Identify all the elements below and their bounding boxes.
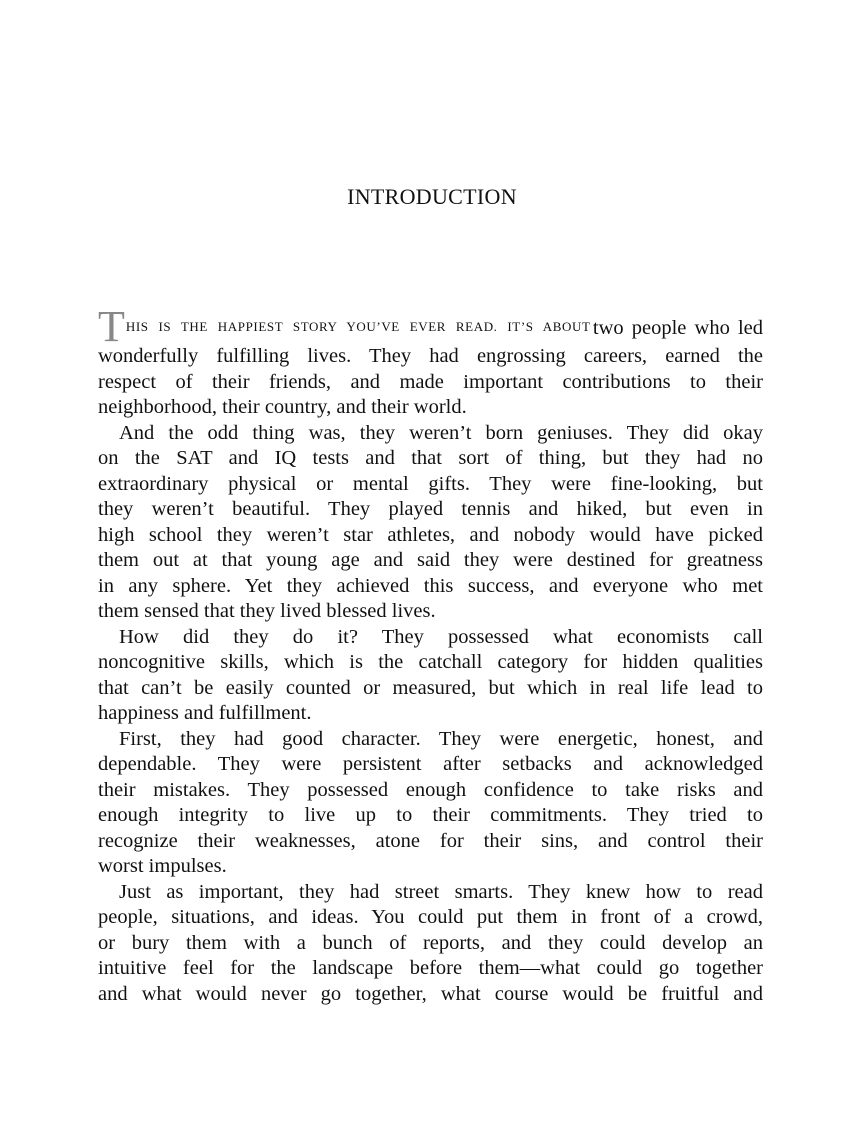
paragraphs (98, 344, 763, 1007)
text-line: in any sphere. Yet they achieved this success, and everyone who met (98, 574, 763, 597)
opening-smallcaps: HIS IS THE HAPPIEST STORY YOU’VE EVER READ. IT’S ABOUT (125, 319, 591, 334)
text-line: respect of their friends, and made important contributions to their (98, 370, 763, 393)
paragraph (98, 880, 763, 1008)
text-line: happiness and fulfillment. (98, 702, 312, 724)
paragraph (98, 421, 763, 625)
drop-cap: T (98, 302, 125, 351)
text-line: noncognitive skills, which is the catchall category for hidden qualities (98, 651, 763, 673)
text-line: recognize their weaknesses, atone for their sins, and control their (98, 829, 763, 852)
text-line: that can’t be easily counted or measured, but which in real life lead to (98, 676, 763, 699)
text-line: high school they weren’t star athletes, and nobody would have picked (98, 523, 763, 546)
text-line: And the odd thing was, they weren’t born geniuses. They did okay (119, 421, 763, 444)
text-line: First, they had good character. They were energetic, honest, and (119, 727, 763, 750)
text-line: they weren’t beautiful. They played tennis and hiked, but even in (98, 498, 763, 520)
text-line: How did they do it? They possessed what economists call (119, 625, 763, 648)
opening-line (98, 302, 763, 351)
text-line: on the SAT and IQ tests and that sort of thing, but they had no (98, 447, 763, 469)
text-line: Just as important, they had street smarts. They knew how to read (119, 880, 763, 903)
text-line: wonderfully fulfilling lives. They had engrossing careers, earned the (98, 345, 763, 367)
text-line: dependable. They were persistent after setbacks and acknowledged (98, 753, 763, 775)
text-line: them sensed that they lived blessed lives. (98, 600, 436, 622)
text-line: neighborhood, their country, and their world. (98, 396, 467, 418)
text-line: their mistakes. They possessed enough confidence to take risks and (98, 778, 763, 801)
chapter-title: INTRODUCTION (347, 184, 517, 209)
text-line: or bury them with a bunch of reports, and they could develop an (98, 931, 763, 954)
text-line: people, situations, and ideas. You could put them in front of a crowd, (98, 906, 763, 928)
paragraph (98, 344, 763, 421)
paragraph (98, 625, 763, 727)
text-line: intuitive feel for the landscape before them—what could go together (98, 957, 763, 979)
text-line: worst impulses. (98, 855, 227, 877)
chapter-body (98, 302, 763, 1007)
paragraph (98, 727, 763, 880)
text-line: and what would never go together, what course would be fruitful and (98, 982, 763, 1005)
text-line: them out at that young age and said they were destined for greatness (98, 549, 763, 571)
text-line: enough integrity to live up to their commitments. They tried to (98, 804, 763, 826)
text-line: extraordinary physical or mental gifts. They were fine-looking, but (98, 472, 763, 495)
opening-rest: two people who led (592, 317, 763, 339)
